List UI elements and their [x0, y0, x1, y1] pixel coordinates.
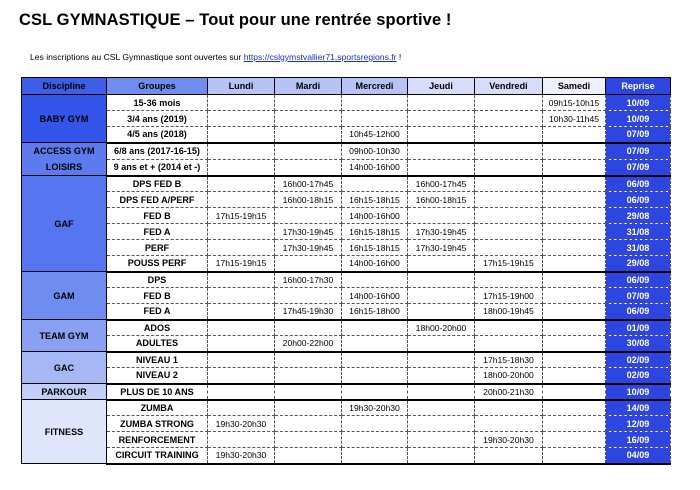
- time-cell: [475, 192, 543, 208]
- time-cell: [208, 192, 275, 208]
- reprise-cell: 30/08: [606, 336, 671, 352]
- header-samedi: Samedi: [543, 78, 606, 95]
- time-cell: [543, 159, 606, 176]
- discipline-cell: GAM: [22, 272, 107, 320]
- group-cell: NIVEAU 1: [107, 352, 208, 368]
- group-cell: POUSS PERF: [107, 256, 208, 272]
- time-cell: [408, 400, 475, 416]
- table-row: [22, 416, 671, 432]
- reprise-cell: 01/09: [606, 320, 671, 336]
- time-cell: 18h00-20h00: [408, 320, 475, 336]
- time-cell: 18h00-20h00: [475, 368, 543, 384]
- reprise-cell: 02/09: [606, 368, 671, 384]
- table-row: [22, 304, 671, 320]
- reprise-cell: 14/09: [606, 400, 671, 416]
- time-cell: [275, 416, 342, 432]
- schedule-body: [22, 95, 671, 464]
- time-cell: [543, 143, 606, 160]
- table-row: [22, 336, 671, 352]
- table-row: [22, 288, 671, 304]
- table-row: [22, 256, 671, 272]
- reprise-cell: 10/09: [606, 384, 671, 400]
- discipline-cell: GAC: [22, 352, 107, 384]
- reprise-cell: 29/08: [606, 256, 671, 272]
- discipline-cell: BABY GYM: [22, 95, 107, 143]
- time-cell: [408, 384, 475, 400]
- header-lundi: Lundi: [208, 78, 275, 95]
- time-cell: [275, 159, 342, 176]
- time-cell: [543, 288, 606, 304]
- time-cell: [275, 400, 342, 416]
- reprise-cell: 07/09: [606, 159, 671, 176]
- time-cell: 17h15-19h15: [208, 208, 275, 224]
- table-row: [22, 208, 671, 224]
- time-cell: [208, 127, 275, 143]
- header-reprise: Reprise: [606, 78, 671, 95]
- time-cell: [475, 176, 543, 192]
- header-jeudi: Jeudi: [408, 78, 475, 95]
- time-cell: [342, 320, 408, 336]
- group-cell: FED A: [107, 304, 208, 320]
- header-mercredi: Mercredi: [342, 78, 408, 95]
- discipline-cell: FITNESS: [22, 400, 107, 464]
- group-cell: PLUS DE 10 ANS: [107, 384, 208, 400]
- table-row: [22, 127, 671, 143]
- time-cell: [342, 368, 408, 384]
- table-row: [22, 240, 671, 256]
- reprise-cell: 29/08: [606, 208, 671, 224]
- time-cell: 20h00-22h00: [275, 336, 342, 352]
- reprise-cell: 06/09: [606, 304, 671, 320]
- time-cell: [408, 304, 475, 320]
- time-cell: [475, 240, 543, 256]
- time-cell: 19h30-20h30: [475, 432, 543, 448]
- reprise-cell: 07/09: [606, 127, 671, 143]
- time-cell: 16h00-17h45: [275, 176, 342, 192]
- time-cell: 17h15-19h15: [475, 256, 543, 272]
- time-cell: [475, 400, 543, 416]
- time-cell: 10h45-12h00: [342, 127, 408, 143]
- time-cell: [208, 432, 275, 448]
- group-cell: DPS: [107, 272, 208, 288]
- group-cell: 15-36 mois: [107, 95, 208, 111]
- time-cell: 14h00-16h00: [342, 288, 408, 304]
- time-cell: [543, 127, 606, 143]
- time-cell: 17h30-19h45: [408, 224, 475, 240]
- reprise-cell: 31/08: [606, 240, 671, 256]
- time-cell: [543, 432, 606, 448]
- discipline-cell: TEAM GYM: [22, 320, 107, 352]
- time-cell: 17h15-18h30: [475, 352, 543, 368]
- reprise-cell: 12/09: [606, 416, 671, 432]
- table-row: [22, 272, 671, 288]
- reprise-cell: 07/09: [606, 143, 671, 160]
- discipline-cell: ACCESS GYM LOISIRS: [22, 143, 107, 176]
- time-cell: [208, 272, 275, 288]
- time-cell: [275, 320, 342, 336]
- table-row: [22, 95, 671, 111]
- time-cell: [408, 448, 475, 464]
- group-cell: ZUMBA STRONG: [107, 416, 208, 432]
- time-cell: [208, 336, 275, 352]
- time-cell: [475, 143, 543, 160]
- time-cell: [408, 111, 475, 127]
- time-cell: [208, 240, 275, 256]
- page-title: CSL GYMNASTIQUE – Tout pour une rentrée sportive !: [19, 11, 452, 29]
- time-cell: [475, 336, 543, 352]
- time-cell: [342, 336, 408, 352]
- intro-text: [30, 52, 401, 62]
- header-row: [22, 78, 671, 95]
- time-cell: 16h15-18h15: [342, 224, 408, 240]
- group-cell: 6/8 ans (2017-16-15): [107, 143, 208, 160]
- group-cell: 3/4 ans (2019): [107, 111, 208, 127]
- table-row: [22, 368, 671, 384]
- time-cell: 16h00-17h30: [275, 272, 342, 288]
- time-cell: [208, 159, 275, 176]
- time-cell: [342, 95, 408, 111]
- time-cell: 16h00-18h15: [408, 192, 475, 208]
- reprise-cell: 16/09: [606, 432, 671, 448]
- time-cell: [208, 400, 275, 416]
- time-cell: [208, 304, 275, 320]
- time-cell: 09h15-10h15: [543, 95, 606, 111]
- table-row: [22, 384, 671, 400]
- group-cell: 4/5 ans (2018): [107, 127, 208, 143]
- time-cell: [475, 320, 543, 336]
- group-cell: PERF: [107, 240, 208, 256]
- time-cell: [208, 288, 275, 304]
- intro-suffix: !: [396, 52, 402, 62]
- time-cell: [543, 224, 606, 240]
- group-cell: FED B: [107, 288, 208, 304]
- group-cell: ZUMBA: [107, 400, 208, 416]
- time-cell: [408, 352, 475, 368]
- time-cell: [408, 95, 475, 111]
- table-row: [22, 192, 671, 208]
- time-cell: [543, 400, 606, 416]
- time-cell: [275, 384, 342, 400]
- time-cell: [208, 352, 275, 368]
- time-cell: 09h00-10h30: [342, 143, 408, 160]
- table-row: [22, 111, 671, 127]
- time-cell: 10h30-11h45: [543, 111, 606, 127]
- time-cell: [275, 143, 342, 160]
- time-cell: [208, 320, 275, 336]
- time-cell: [408, 432, 475, 448]
- time-cell: [543, 240, 606, 256]
- time-cell: [475, 224, 543, 240]
- time-cell: [275, 288, 342, 304]
- time-cell: 19h30-20h30: [342, 400, 408, 416]
- time-cell: [208, 368, 275, 384]
- time-cell: [543, 352, 606, 368]
- time-cell: [543, 448, 606, 464]
- intro-label: Les inscriptions au CSL Gymnastique sont ouvertes sur: [30, 52, 242, 62]
- time-cell: 17h30-19h45: [275, 240, 342, 256]
- time-cell: [208, 143, 275, 160]
- reprise-cell: 31/08: [606, 224, 671, 240]
- time-cell: [275, 256, 342, 272]
- reprise-cell: 04/09: [606, 448, 671, 464]
- time-cell: [408, 416, 475, 432]
- time-cell: [275, 448, 342, 464]
- group-cell: ADULTES: [107, 336, 208, 352]
- table-row: [22, 143, 671, 160]
- time-cell: [342, 416, 408, 432]
- group-cell: NIVEAU 2: [107, 368, 208, 384]
- header-mardi: Mardi: [275, 78, 342, 95]
- time-cell: 17h15-19h15: [208, 256, 275, 272]
- group-cell: ADOS: [107, 320, 208, 336]
- table-row: [22, 432, 671, 448]
- group-cell: FED A: [107, 224, 208, 240]
- time-cell: [275, 208, 342, 224]
- time-cell: [543, 176, 606, 192]
- time-cell: [408, 272, 475, 288]
- time-cell: [408, 256, 475, 272]
- time-cell: [275, 127, 342, 143]
- time-cell: [543, 272, 606, 288]
- time-cell: 18h00-19h45: [475, 304, 543, 320]
- time-cell: 14h00-16h00: [342, 256, 408, 272]
- time-cell: 16h15-18h15: [342, 192, 408, 208]
- discipline-cell: GAF: [22, 176, 107, 272]
- time-cell: [342, 384, 408, 400]
- time-cell: [475, 95, 543, 111]
- time-cell: 14h00-16h00: [342, 159, 408, 176]
- reprise-cell: 10/09: [606, 111, 671, 127]
- time-cell: [208, 176, 275, 192]
- time-cell: [342, 176, 408, 192]
- time-cell: [342, 432, 408, 448]
- time-cell: 20h00-21h30: [475, 384, 543, 400]
- time-cell: [543, 192, 606, 208]
- time-cell: [275, 432, 342, 448]
- time-cell: [543, 416, 606, 432]
- table-row: [22, 320, 671, 336]
- time-cell: [208, 95, 275, 111]
- time-cell: [475, 127, 543, 143]
- time-cell: 16h00-18h15: [275, 192, 342, 208]
- time-cell: 16h15-18h00: [342, 304, 408, 320]
- header-vendredi: Vendredi: [475, 78, 543, 95]
- group-cell: 9 ans et + (2014 et -): [107, 159, 208, 176]
- time-cell: [543, 320, 606, 336]
- time-cell: [342, 272, 408, 288]
- time-cell: [543, 304, 606, 320]
- time-cell: [475, 272, 543, 288]
- reprise-cell: 06/09: [606, 272, 671, 288]
- time-cell: [275, 95, 342, 111]
- table-row: [22, 400, 671, 416]
- time-cell: [208, 384, 275, 400]
- header-discipline: Discipline: [22, 78, 107, 95]
- time-cell: 17h15-19h00: [475, 288, 543, 304]
- group-cell: DPS FED A/PERF: [107, 192, 208, 208]
- time-cell: [275, 352, 342, 368]
- time-cell: [208, 111, 275, 127]
- reprise-cell: 06/09: [606, 176, 671, 192]
- group-cell: CIRCUIT TRAINING: [107, 448, 208, 464]
- time-cell: [475, 208, 543, 224]
- group-cell: FED B: [107, 208, 208, 224]
- header-groupes: Groupes: [107, 78, 208, 95]
- table-row: [22, 352, 671, 368]
- time-cell: [408, 127, 475, 143]
- time-cell: [208, 224, 275, 240]
- time-cell: [475, 111, 543, 127]
- table-row: [22, 448, 671, 464]
- time-cell: [342, 448, 408, 464]
- time-cell: 16h15-18h15: [342, 240, 408, 256]
- time-cell: [408, 143, 475, 160]
- reprise-cell: 07/09: [606, 288, 671, 304]
- registration-link[interactable]: https://cslgymstvallier71.sportsregions.fr: [243, 52, 397, 62]
- time-cell: 19h30-20h30: [208, 448, 275, 464]
- time-cell: [543, 208, 606, 224]
- time-cell: [342, 111, 408, 127]
- time-cell: [408, 288, 475, 304]
- time-cell: 14h00-16h00: [342, 208, 408, 224]
- time-cell: [408, 159, 475, 176]
- time-cell: [408, 336, 475, 352]
- time-cell: [275, 368, 342, 384]
- reprise-cell: 10/09: [606, 95, 671, 111]
- time-cell: 19h30-20h30: [208, 416, 275, 432]
- time-cell: [475, 416, 543, 432]
- time-cell: [543, 384, 606, 400]
- time-cell: [543, 336, 606, 352]
- time-cell: [543, 368, 606, 384]
- time-cell: 17h30-19h45: [275, 224, 342, 240]
- time-cell: [342, 352, 408, 368]
- schedule-table: [21, 77, 671, 465]
- time-cell: [475, 159, 543, 176]
- time-cell: [543, 256, 606, 272]
- table-row: [22, 224, 671, 240]
- time-cell: [408, 208, 475, 224]
- time-cell: 16h00-17h45: [408, 176, 475, 192]
- time-cell: [408, 368, 475, 384]
- time-cell: [475, 448, 543, 464]
- reprise-cell: 02/09: [606, 352, 671, 368]
- time-cell: 17h30-19h45: [408, 240, 475, 256]
- reprise-cell: 06/09: [606, 192, 671, 208]
- time-cell: 17h45-19h30: [275, 304, 342, 320]
- table-row: [22, 159, 671, 176]
- table-row: [22, 176, 671, 192]
- discipline-cell: PARKOUR: [22, 384, 107, 400]
- group-cell: DPS FED B: [107, 176, 208, 192]
- group-cell: RENFORCEMENT: [107, 432, 208, 448]
- time-cell: [275, 111, 342, 127]
